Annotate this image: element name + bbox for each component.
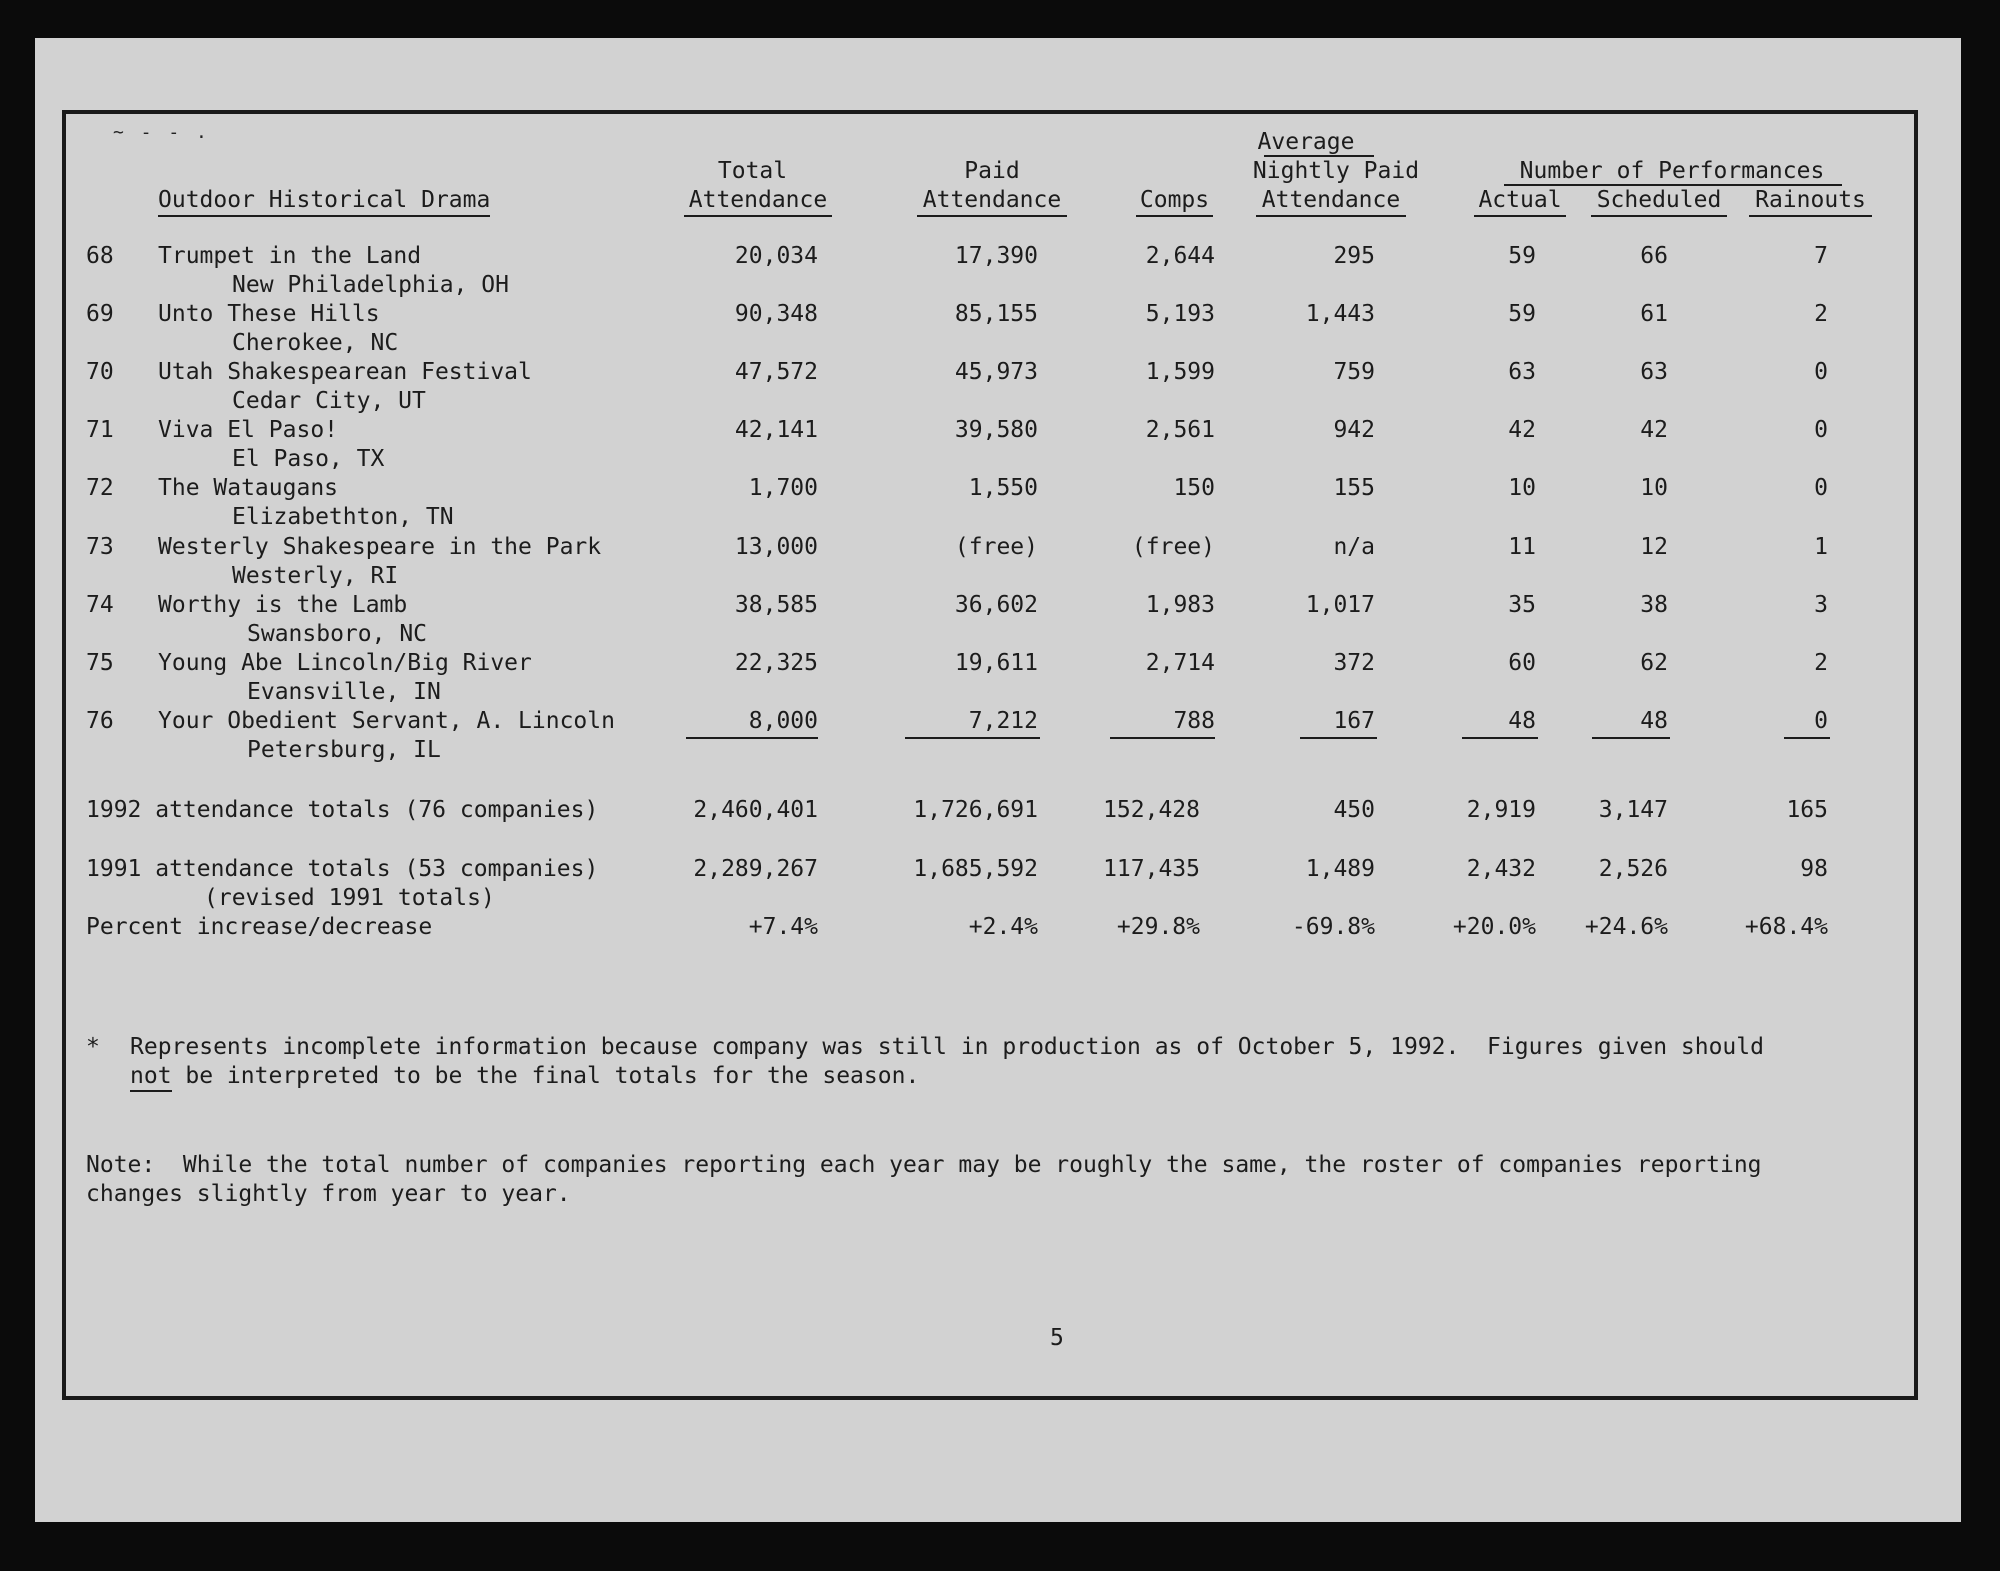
header-paid: Paid [964,158,1020,184]
totals-1991-comps: 117,435 [1103,856,1200,882]
note-line-1: Note: While the total number of companies reporting each year may be roughly the same, the roster of companies reporting [86,1152,1762,1178]
totals-1991-total: 2,289,267 [693,856,818,882]
cell-rainouts: 0 [1814,359,1828,385]
totals-1991-rainouts: 98 [1800,856,1828,882]
row-number: 73 [86,534,114,560]
drama-name: The Wataugans [158,475,339,501]
totals-1991-avg: 1,489 [1305,856,1375,882]
cell-total: 42,141 [734,417,818,443]
cell-actual: 48 [1508,708,1536,734]
header-total-attendance: Attendance [684,186,832,217]
cell-comps: 2,561 [1145,417,1215,443]
header-outdoor-historical-drama: Outdoor Historical Drama [158,186,490,217]
sum-underline-comps [1110,737,1215,739]
footnote-not: not [130,1063,172,1092]
cell-paid: 1,550 [968,475,1038,501]
totals-1992-scheduled: 3,147 [1598,797,1668,823]
cell-scheduled: 38 [1640,592,1668,618]
drama-name: Unto These Hills [158,301,380,327]
header-rainouts: Rainouts [1749,186,1872,217]
cell-rainouts: 0 [1814,417,1828,443]
footnote-line-1: Represents incomplete information because company was still in production as of October 5, 1992. Figures given should [130,1034,1764,1060]
sum-underline-rainouts [1784,737,1830,739]
footnote-line-2 [130,1062,919,1090]
drama-location: Cherokee, NC [232,330,399,356]
footnote-line-2-rest: be interpreted to be the final totals for the season. [171,1063,920,1089]
drama-name: Your Obedient Servant, A. Lincoln [158,708,615,734]
header-scheduled: Scheduled [1591,186,1727,217]
cell-actual: 35 [1508,592,1536,618]
cell-total: 8,000 [748,708,818,734]
sum-underline-scheduled [1592,737,1670,739]
drama-name: Viva El Paso! [158,417,339,443]
cell-comps: 2,714 [1145,650,1215,676]
cell-avg: 1,443 [1305,301,1375,327]
cell-comps: 1,599 [1145,359,1215,385]
cell-total: 1,700 [748,475,818,501]
cell-actual: 63 [1508,359,1536,385]
cell-comps: 150 [1173,475,1215,501]
page-number: 5 [1050,1325,1064,1351]
drama-name: Worthy is the Lamb [158,592,408,618]
cell-actual: 59 [1508,301,1536,327]
cell-comps: (free) [1131,534,1215,560]
row-number: 75 [86,650,114,676]
note-line-2: changes slightly from year to year. [86,1181,571,1207]
row-number: 70 [86,359,114,385]
cell-paid: 7,212 [968,708,1038,734]
cell-avg: 372 [1333,650,1375,676]
cell-actual: 11 [1508,534,1536,560]
row-number: 74 [86,592,114,618]
cell-scheduled: 12 [1640,534,1668,560]
scan-mark: ~ - - . [113,122,210,143]
percent-avg: -69.8% [1291,914,1375,940]
cell-paid: (free) [954,534,1038,560]
cell-avg: 942 [1333,417,1375,443]
cell-paid: 85,155 [954,301,1038,327]
totals-1992-label: 1992 attendance totals (76 companies) [86,797,599,823]
cell-total: 90,348 [734,301,818,327]
percent-total: +7.4% [748,914,818,940]
cell-paid: 36,602 [954,592,1038,618]
cell-paid: 17,390 [954,243,1038,269]
totals-1992-total: 2,460,401 [693,797,818,823]
header-paid-attendance: Attendance [917,186,1067,217]
cell-scheduled: 48 [1640,708,1668,734]
drama-name: Young Abe Lincoln/Big River [158,650,532,676]
cell-scheduled: 62 [1640,650,1668,676]
footnote-star: * [86,1034,100,1060]
cell-rainouts: 2 [1814,301,1828,327]
cell-rainouts: 0 [1814,475,1828,501]
totals-1991-paid: 1,685,592 [913,856,1038,882]
drama-location: Westerly, RI [232,563,399,589]
cell-total: 20,034 [734,243,818,269]
cell-paid: 39,580 [954,417,1038,443]
cell-scheduled: 66 [1640,243,1668,269]
cell-total: 22,325 [734,650,818,676]
drama-name: Utah Shakespearean Festival [158,359,532,385]
header-comps: Comps [1136,186,1213,217]
row-number: 76 [86,708,114,734]
drama-location: Elizabethton, TN [232,504,454,530]
drama-location: Petersburg, IL [247,737,441,763]
sum-underline-paid [905,737,1040,739]
cell-rainouts: 0 [1814,708,1828,734]
cell-avg: 759 [1333,359,1375,385]
drama-location: El Paso, TX [232,446,385,472]
header-avg-attendance: Attendance [1256,186,1406,217]
drama-location: Swansboro, NC [247,621,428,647]
sum-underline-actual [1462,737,1538,739]
totals-1992-rainouts: 165 [1786,797,1828,823]
cell-comps: 788 [1173,708,1215,734]
cell-rainouts: 1 [1814,534,1828,560]
header-average: Average [1257,129,1355,155]
header-actual: Actual [1474,186,1566,217]
totals-1991-scheduled: 2,526 [1598,856,1668,882]
row-number: 68 [86,243,114,269]
cell-actual: 42 [1508,417,1536,443]
totals-1991-actual: 2,432 [1466,856,1536,882]
totals-1992-paid: 1,726,691 [913,797,1038,823]
cell-avg: 295 [1333,243,1375,269]
drama-name: Westerly Shakespeare in the Park [158,534,602,560]
cell-scheduled: 10 [1640,475,1668,501]
cell-comps: 1,983 [1145,592,1215,618]
sum-underline-avg [1300,737,1377,739]
drama-location: New Philadelphia, OH [232,272,509,298]
drama-name: Trumpet in the Land [158,243,422,269]
cell-avg: n/a [1333,534,1375,560]
totals-1991-label: 1991 attendance totals (53 companies) [86,856,599,882]
cell-rainouts: 2 [1814,650,1828,676]
cell-rainouts: 7 [1814,243,1828,269]
cell-avg: 155 [1333,475,1375,501]
cell-total: 13,000 [734,534,818,560]
sum-underline-total [686,737,818,739]
cell-rainouts: 3 [1814,592,1828,618]
cell-paid: 19,611 [954,650,1038,676]
cell-actual: 10 [1508,475,1536,501]
header-total: Total [717,158,788,184]
row-number: 69 [86,301,114,327]
percent-actual: +20.0% [1452,914,1536,940]
cell-scheduled: 63 [1640,359,1668,385]
totals-1991-sublabel: (revised 1991 totals) [204,885,495,911]
percent-label: Percent increase/decrease [86,914,433,940]
percent-comps: +29.8% [1116,914,1200,940]
drama-location: Evansville, IN [247,679,441,705]
percent-scheduled: +24.6% [1584,914,1668,940]
cell-total: 47,572 [734,359,818,385]
cell-actual: 59 [1508,243,1536,269]
header-number-of-performances: Number of Performances [1519,158,1825,184]
percent-paid: +2.4% [968,914,1038,940]
cell-actual: 60 [1508,650,1536,676]
totals-1992-avg: 450 [1333,797,1375,823]
cell-total: 38,585 [734,592,818,618]
cell-comps: 5,193 [1145,301,1215,327]
cell-avg: 1,017 [1305,592,1375,618]
row-number: 72 [86,475,114,501]
cell-avg: 167 [1333,708,1375,734]
percent-rainouts: +68.4% [1744,914,1828,940]
totals-1992-actual: 2,919 [1466,797,1536,823]
cell-comps: 2,644 [1145,243,1215,269]
cell-paid: 45,973 [954,359,1038,385]
drama-location: Cedar City, UT [232,388,426,414]
cell-scheduled: 42 [1640,417,1668,443]
row-number: 71 [86,417,114,443]
header-nightly-paid: Nightly Paid [1252,158,1420,184]
cell-scheduled: 61 [1640,301,1668,327]
totals-1992-comps: 152,428 [1103,797,1200,823]
